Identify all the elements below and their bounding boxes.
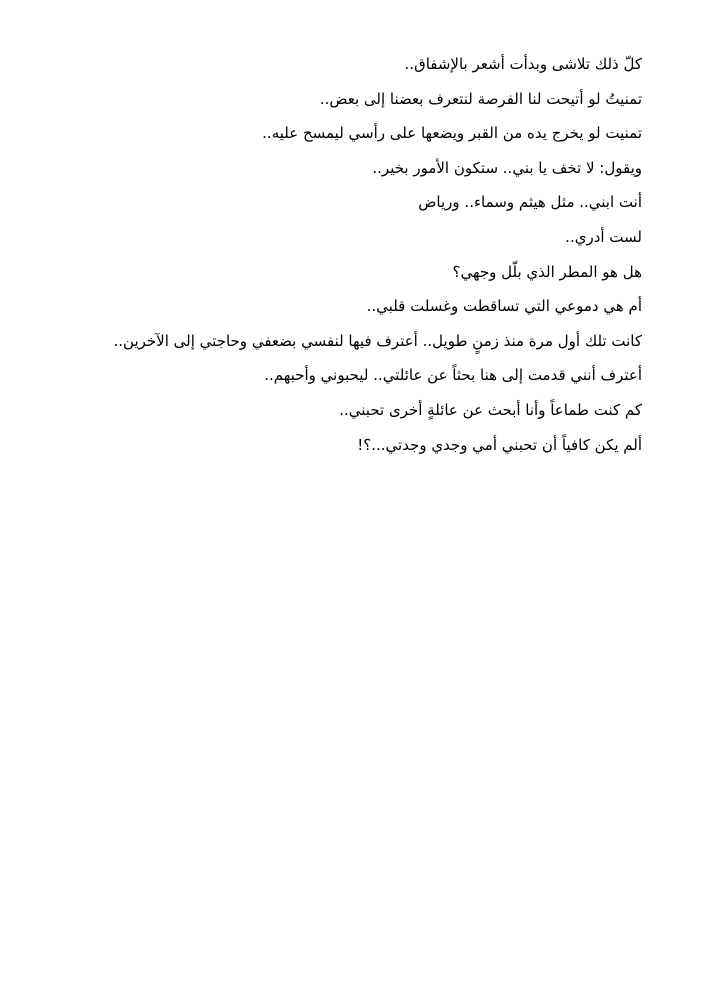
text-line: لست أدري.. <box>565 227 642 246</box>
text-line: تمنيت لو يخرج يده من القبر ويضعها على رأسي ليمسح عليه.. <box>262 124 642 143</box>
text-line: تمنيتُ لو أتيحت لنا الفرصة لنتعرف بعضنا إلى بعض.. <box>319 89 642 108</box>
text-line: أم هي دموعي التي تساقطت وغسلت قلبي.. <box>366 297 642 316</box>
document-text <box>42 49 642 464</box>
text-line: كلّ ذلك تلاشى وبدأت أشعر بالإشفاق.. <box>404 55 642 73</box>
text-line: ألم يكن كافياً أن تحبني أمي وجدي وجدتي...؟! <box>357 435 642 454</box>
text-line: ويقول: لا تخف يا بني.. ستكون الأمور بخير.. <box>372 158 642 177</box>
text-line: كم كنت طماعاً وأنا أبحث عن عائلةٍ أخرى تحبني.. <box>339 400 642 419</box>
text-line: كانت تلك أول مرة منذ زمنٍ طويل.. أعترف فيها لنفسي بضعفي وحاجتي إلى الآخرين.. <box>113 331 642 350</box>
text-line: هل هو المطر الذي بلّل وجهي؟ <box>452 262 642 281</box>
text-line: أنت ابني.. مثل هيثم وسماء.. ورياض <box>418 193 642 212</box>
text-line: أعترف أنني قدمت إلى هنا بحثاً عن عائلتي.. ليحبوني وأحبهم.. <box>264 366 642 385</box>
